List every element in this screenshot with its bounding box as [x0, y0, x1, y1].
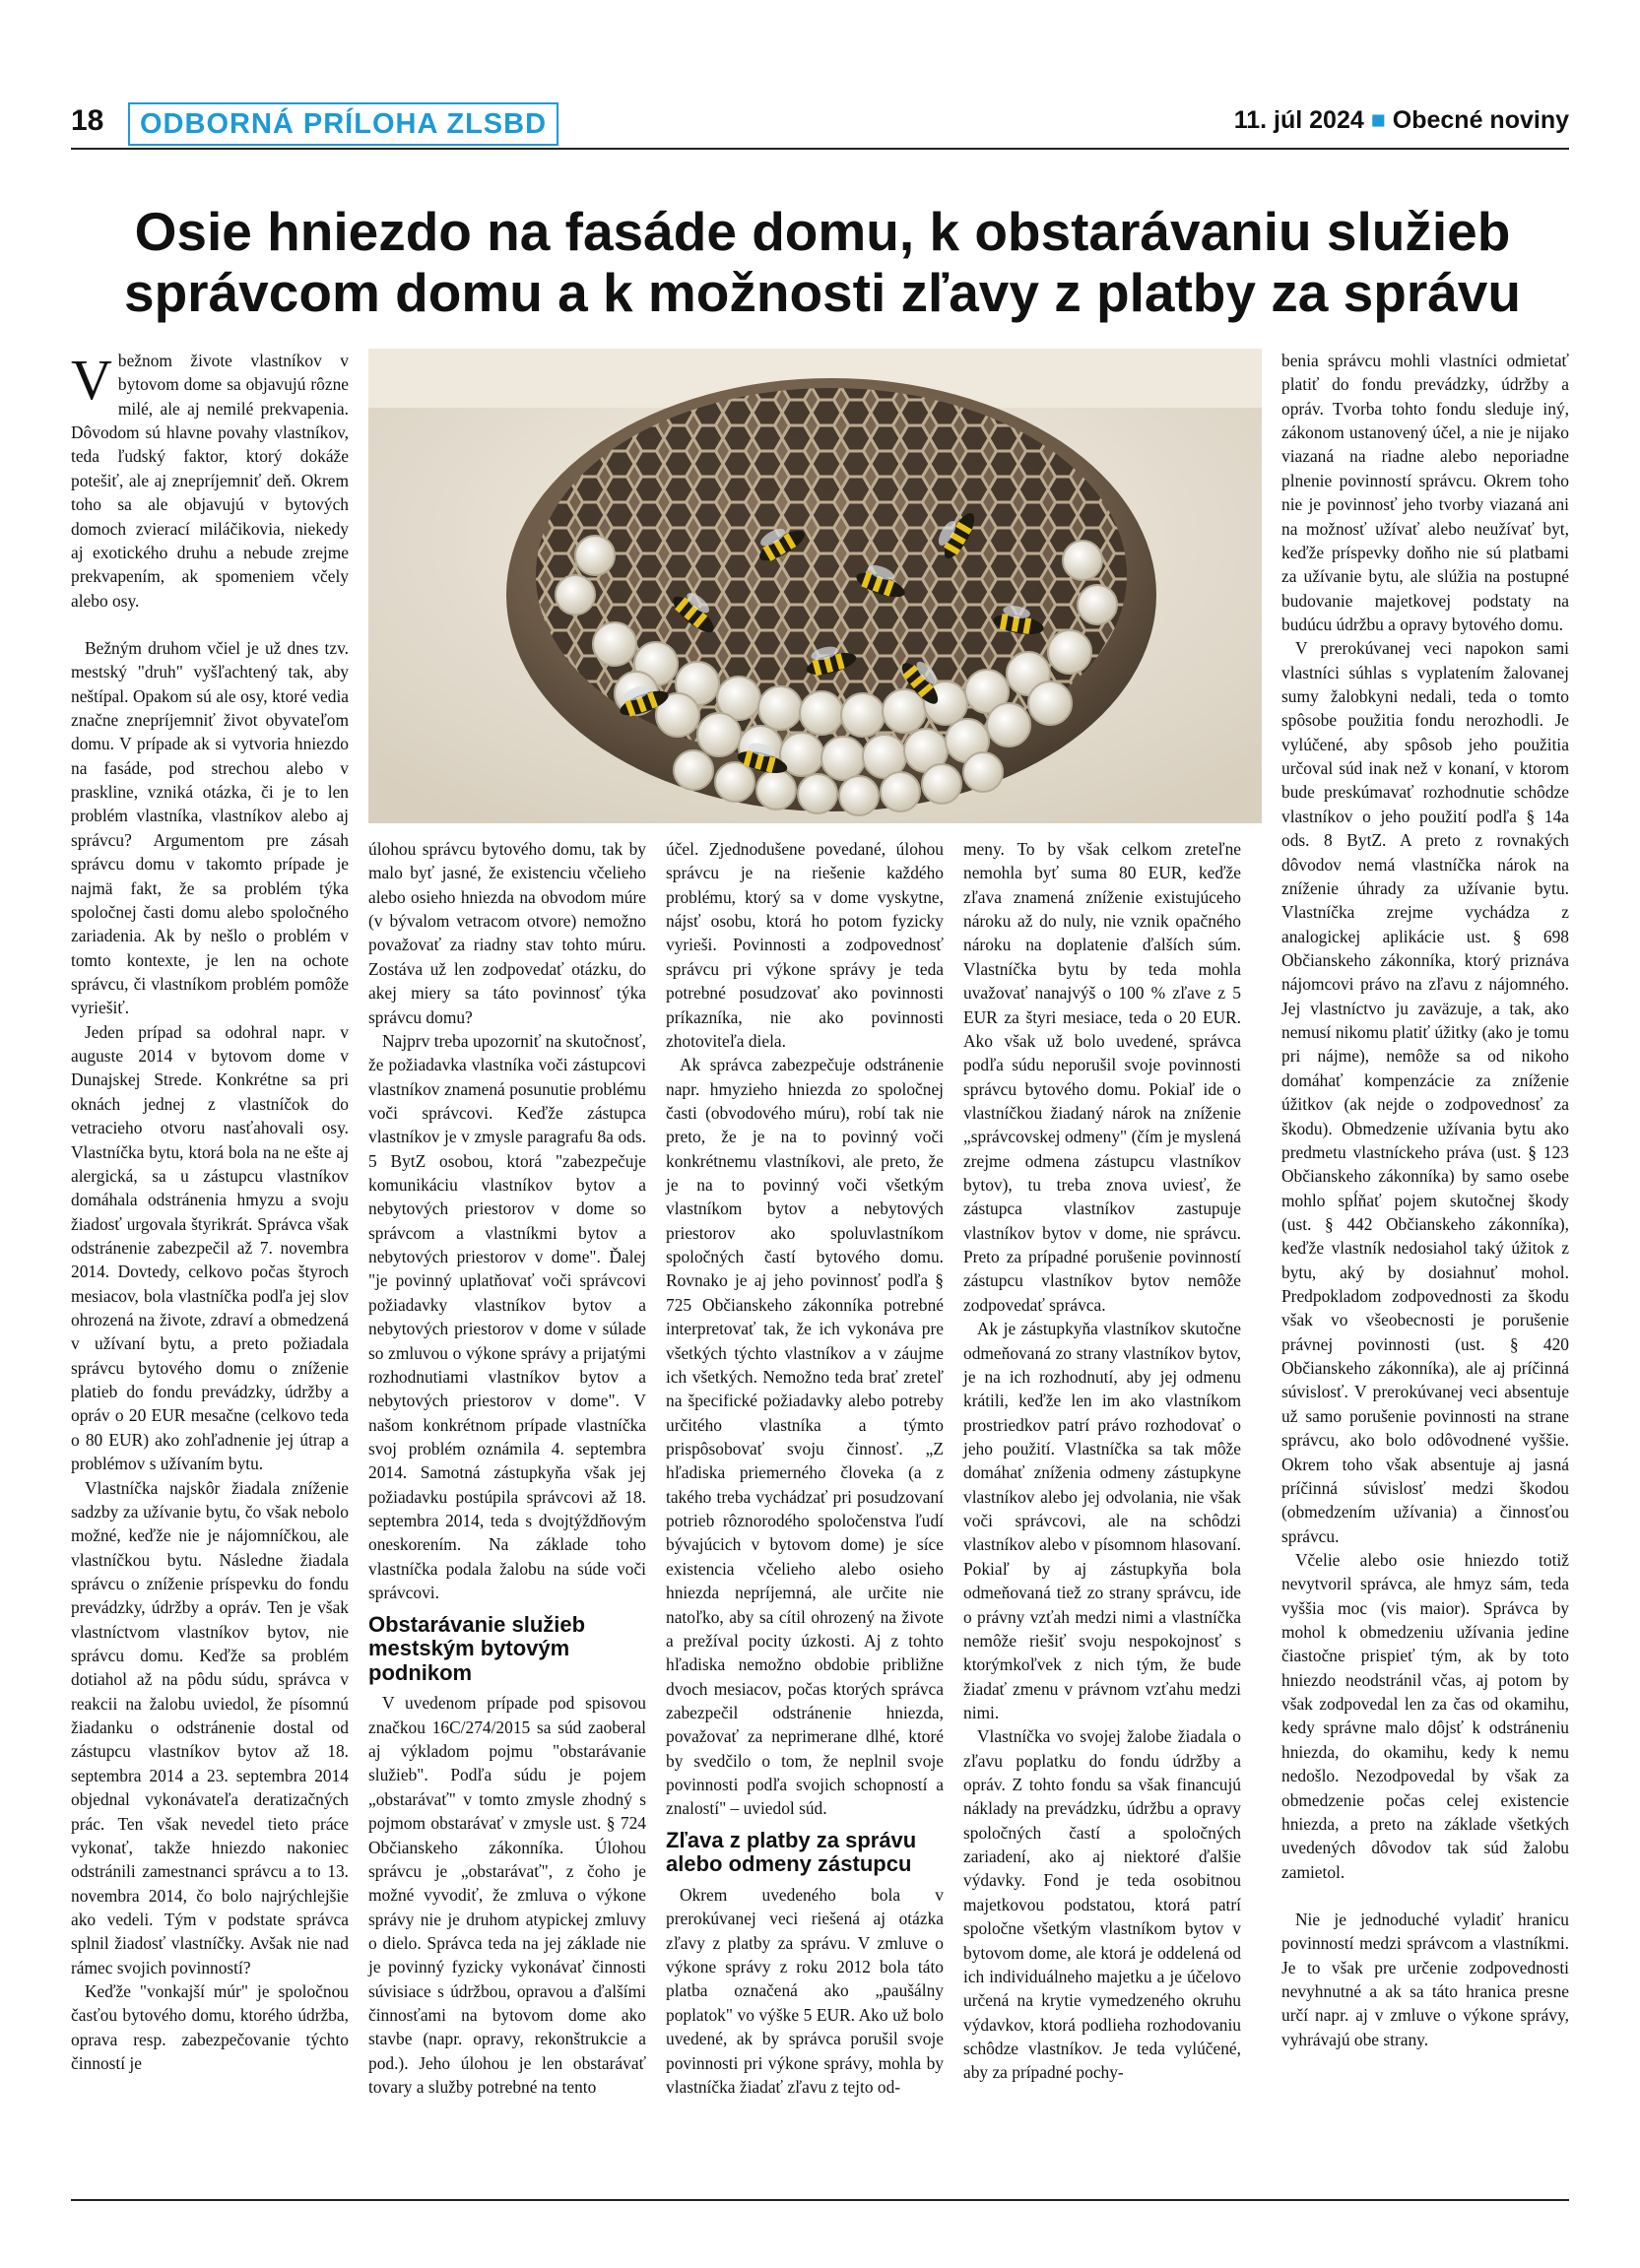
- subheading: [666, 1829, 944, 1877]
- paragraph: Najprv treba upozorniť na skutočnosť, že požiadavka vlastníka voči zástupcovi vlastníkov znamená posunutie problému voči správcovi. Keďže zástupca vlastníkov je v zmysle paragrafu 8a ods. 5 BytZ osobou, ktorá "zabezpečuje komunikáciu vlastníkov bytov a nebytových priestorov v dome so správcom a vlastníkmi bytov a nebytových priestorov v dome". Ďalej "je povinný uplatňovať voči správcovi požiadavky vlastníkov bytov a nebytových priestorov v dome v súlade so zmluvou o výkone správy a prijatými rozhodnutiami vlastníkov bytov a nebytových priestorov v dome". V našom konkrétnom prípade vlastníčka svoj problém oznámila 4. septembra 2014. Samotná zástupkyňa však jej požiadavku postúpila správcovi až 18. septembra 2014, teda s dvojtýždňovým oneskorením. Na základe toho vlastníčka podala žalobu na súde voči správcovi.: [368, 1030, 646, 1603]
- paragraph: V prerokúvanej veci napokon sami vlastníci súhlas s vyplatením žalovanej sumy žalobkyni nedali, teda o tomto spôsobe použitia fondu nerozhodli. Je vylúčené, aby spôsob jeho použitia určoval súd inak než v konaní, v ktorom bude preskúmavať rozhodnutie schôdze vlastníkov o jeho použití podľa § 14a ods. 8 BytZ. A preto z rovnakých dôvodov nemá vlastníčka nárok na zníženie úhrady za užívanie bytu. Vlastníčka zrejme vychádza z analogickej aplikácie ust. § 698 Občianskeho zákonníka, ktorý priznáva nájomcovi právo na zľavu z nájomného. Jej vlastníctvo ju zaväzuje, a tak, ako nemusí nikomu platiť úžitky (ako je tomu pri nájme), nemôže sa od nikoho domáhať kompenzácie za zníženie úžitkov (ak nejde o zodpovednosť za škodu). Obmedzenie užívania bytu ako predmetu vlastníckeho práva (ust. § 123 Občianskeho zákonníka) by samo osebe mohlo spĺňať pojem skutočnej škody (ust. § 442 Občianskeho zákonníka), keďže vlastník nedosiahol taký úžitok z bytu, aký by dosiahnuť mohol. Predpokladom zodpovednosti za škodu však vo všeobecnosti je porušenie právnej povinnosti (ust. § 420 Občianskeho zákonníka), ale aj príčinná súvislosť. V prerokúvanej veci absentuje už samo porušenie povinnosti na strane správcu, ako bolo odôvodnené vyššie. Okrem toho však absentuje aj jasná príčinná súvislosť medzi škodou (obmedzením užívania) a činnosťou správcu.: [1281, 638, 1569, 1546]
- issue-date: 11. júl 2024: [1233, 106, 1364, 134]
- header-rule: [71, 148, 1569, 150]
- publication-name: Obecné noviny: [1392, 106, 1569, 134]
- drop-cap: V: [71, 348, 112, 412]
- article-column-2: [368, 837, 646, 2099]
- article-title: [98, 202, 1546, 323]
- paragraph: Bežným druhom včiel je už dnes tzv. mestský "druh" vyšľachtený tak, aby neštípal. Opakom sú ale osy, ktoré vedia značne znepríjemniť život obyvateľom domu. V prípade ak si vytvoria hniezdo na fasáde, pod strechou alebo v praskline, vzniká otázka, či je to len problém vlastníka, vlastníkov alebo aj správcu? Argumentom pre zásah správcu domu v takomto prípade je najmä fakt, že sa problém týka spoločnej časti domu alebo spoločného zariadenia. Ak by nešlo o problém v tomto kontexte, je len na ochote správcu, či vlastníkom problém pomôže vyriešiť.: [71, 637, 349, 1018]
- subheading-line: Zľava z platby za správu: [666, 1827, 917, 1852]
- paragraph: Nie je jednoduché vyladiť hranicu povinností medzi správcom a vlastníkmi. Je to však pre určenie zodpovednosti nevyhnutné a ak sa táto hranica presne určí napr. aj v zmluve o výkone správy, vyhrávajú obe strany.: [1281, 1910, 1569, 2049]
- paragraph: Ak je zástupkyňa vlastníkov skutočne odmeňovaná zo strany vlastníkov bytov, je na ich rozhodnutí, aby jej odmenu krátili, keďže len im ako vlastníkom prostriedkov patrí právo rozhodovať o jeho použití. Vlastníčka sa tak môže domáhať zníženia odmeny zástupkyne vlastníkov alebo jej odvolania, nie však voči správcovi, ale na schôdzi vlastníkov alebo v písomnom hlasovaní. Pokiaľ by aj zástupkyňa bola odmeňovaná tiež zo strany správcu, ide o právny vzťah medzi nimi a vlastníčka nemôže riešiť svoju nespokojnosť s ktorýmkoľvek z nich tým, že bude žiadať zmenu v právnom vzťahu medzi nimi.: [963, 1319, 1241, 1722]
- paragraph: Vlastníčka najskôr žiadala zníženie sadzby za užívanie bytu, čo však nebolo možné, keďže nie je nájomníčkou, ale vlastníčkou bytu. Následne žiadala správcu o zníženie príspevku do fondu prevádzky, údržby a opráv. Ten je však vlastníctvom vlastníkov bytov, nie správcu domu. Keďže sa problém dotiahol až na pôdu súdu, správca v reakcii na žalobu uviedol, že písomnú žiadanku o odstránenie dostal od zástupcu vlastníkov bytov až 18. septembra 2014 a 23. septembra 2014 objednal vykonávateľa deratizačných prác. Ten však nevedel tieto práce vykonať, takže hniezdo nakoniec odstránili zamestnanci správcu a to 13. novembra 2014, čo bolo najrýchlejšie ako vedeli. Tým v podstate správca splnil žiadosť vlastníčky. Avšak nie nad rámec svojich povinností?: [71, 1477, 349, 1977]
- paragraph: Jeden prípad sa odohral napr. v auguste 2014 v bytovom dome v Dunajskej Strede. Konkrétne sa pri oknách jednej z vlastníčok do vetracieho otvoru nasťahovali osy. Vlastníčka bytu, ktorá bola na ne ešte aj alergická, sa u zástupcu vlastníkov domáhala odstránenia hmyzu a svoju žiadosť urgovala štyrikrát. Správca však odstránenie zabezpečil až 7. novembra 2014. Dovtedy, celkovo počas štyroch mesiacov, bola vlastníčka podľa jej slov ohrozená na živote, zdraví a obmedzená v užívaní bytu, a preto požiadala správcu bytového domu o zníženie platieb do fondu prevádzky, údržby a opráv o 20 EUR mesačne (celkovo teda o 80 EUR) ako zohľadnenie jej útrap a problémov s užívaním bytu.: [71, 1021, 349, 1474]
- subheading-line: mestským bytovým: [368, 1636, 570, 1661]
- paragraph: benia správcu mohli vlastníci odmietať platiť do fondu prevádzky, údržby a opráv. Tvorba tohto fondu sleduje iný, zákonom ustanovený účel, a nie je nijako viazaná na riadne alebo neporiadne plnenie povinností správcu. Okrem toho nie je povinnosť jeho tvorby viazaná ani na možnosť užívať alebo neužívať byt, keďže príspevky doňho nie sú platbami za užívanie bytu, ale slúžia na postupné budovanie majetkovej podstaty na budúcu údržbu a opravy bytového domu.: [1281, 351, 1569, 634]
- subheading-line: alebo odmeny zástupcu: [666, 1851, 912, 1877]
- issue-info: [1234, 106, 1569, 135]
- article-column-4: [963, 837, 1241, 2085]
- subheading-line: podnikom: [368, 1659, 473, 1685]
- paragraph: Ak správca zabezpečuje odstránenie napr. hmyzieho hniezda zo spoločnej časti (obvodového múru), robí tak nie preto, že je na to povinný voči konkrétnemu vlastníkovi, ale preto, že je na to povinný voči všetkým vlastníkom bytov a nebytových priestorov ako spoluvlastníkom spoločných častí bytového domu. Rovnako je aj jeho povinnosť podľa § 725 Občianskeho zákonníka potrebné interpretovať tak, že ich vykonáva pre všetkých týchto vlastníkov a v záujme ich všetkých. Nemožno teda brať zreteľ na špecifické požiadavky alebo potreby určitého vlastníka a týmto prispôsobovať svoju činnosť. „Z hľadiska priemerného človeka (a z takého treba vychádzať pri posudzovaní potrieb rôznorodého spoločenstva ľudí bývajúcich v bytovom dome) je síce existencia včelieho alebo osieho hniezda nepríjemná, ale určite nie natoľko, aby sa cítil ohrozený na živote a prežíval pocity úzkosti. Aj z tohto hľadiska nemožno obdobie približne dvoch mesiacov, počas ktorých správca zabezpečil odstránenie hniezda, považovať za neprimerane dlhé, ktoré by svedčilo o tom, že neplnil svoje povinnosti podľa svojich schopností a znalostí" – uviedol súd.: [666, 1055, 944, 1819]
- paragraph: úlohou správcu bytového domu, tak by malo byť jasné, že existenciu včelieho alebo osieho hniezda na obvodom múre (v bývalom vetracom otvore) nemožno považovať za riadny stav tohto múru. Zostáva už len zodpovedať otázku, do akej miery sa táto povinnosť týka správcu domu?: [368, 839, 646, 1027]
- paragraph-text: bežnom živote vlastníkov v bytovom dome sa objavujú rôzne milé, ale aj nemilé prekvapenia. Dôvodom sú hlavne povahy vlastníkov, teda ľudský faktor, ktorý dokáže potešiť, ale aj znepríjemniť deň. Okrem toho sa ale objavujú v bytových domoch zvierací miláčikovia, niekedy aj exotického druhu a nebude zrejme prekvapením, ak spomeniem včely alebo osy.: [71, 351, 349, 611]
- title-line-2: správcom domu a k možnosti zľavy z platby za správu: [124, 261, 1521, 323]
- section-label: ODBORNÁ PRÍLOHA ZLSBD: [128, 102, 558, 146]
- paragraph: účel. Zjednodušene povedané, úlohou správcu je na riešenie každého problému, ktorý sa v dome vyskytne, nájsť osobu, ktorá ho potom fyzicky vyrieši. Povinnosti a zodpovednosť správcu pri výkone správy je teda potrebné posudzovať ako povinnosti príkazníka, nie ako povinnosti zhotoviteľa diela.: [666, 839, 944, 1051]
- paragraph: [71, 349, 349, 613]
- paragraph: V uvedenom prípade pod spisovou značkou 16C/274/2015 sa súd zaoberal aj výkladom pojmu "obstarávanie služieb". Podľa súdu je pojem „obstarávať" v tomto zmysle zhodný s pojmom obstarávať v zmysle ust. § 724 Občianskeho zákonníka. Úlohou správcu je „obstarávať", z čoho je možné vyvodiť, že zmluva o výkone správy nie je druhom atypickej zmluvy o dielo. Správca teda na jej základe nie je povinný fyzicky vykonávať činnosti súvisiace s údržbou, opravou a ďalšími činnosťami na bytovom dome ako stavbe (napr. opravy, rekonštrukcie a pod.). Jeho úlohou je len obstarávať tovary a služby potrebné na tento: [368, 1693, 646, 2098]
- separator-dot-icon: ■: [1370, 106, 1386, 134]
- paragraph: Okrem uvedeného bola v prerokúvanej veci riešená aj otázka zľavy z platby za správu. V zmluve o výkone správy z roku 2012 bola táto platba označená ako „paušálny poplatok" vo výške 5 EUR. Ako už bolo uvedené, ak by správca porušil svoje povinnosti pri výkone správy, mohla by vlastníčka žiadať zľavu z tejto od-: [666, 1884, 944, 2097]
- paragraph: Vlastníčka vo svojej žalobe žiadala o zľavu poplatku do fondu údržby a opráv. Z tohto fondu sa však financujú náklady na prevádzku, údržbu a opravy spoločných častí a spoločných zariadení, ako aj niektoré ďalšie výdavky. Fond je teda osobitnou majetkovou podstatou, ktorá patrí spoločne všetkým vlastníkom bytov v bytovom dome, ale ktorá je oddelená od ich individuálneho majetku a je účelovo určená na krytie vymedzeného okruhu výdavkov, ktorá podlieha rozhodovaniu schôdze vlastníkov. Je teda vylúčené, aby za prípadné pochy-: [963, 1726, 1241, 2083]
- footer-rule: [71, 2199, 1569, 2201]
- paragraph: meny. To by však celkom zreteľne nemohla byť suma 80 EUR, keďže zľava znamená zníženie existujúceho nároku až do nuly, nie vznik opačného nároku na doplatenie ďalších súm. Vlastníčka bytu by teda mohla uvažovať nanajvýš o 100 % zľave z 5 EUR za štyri mesiace, teda o 20 EUR. Ako však už bolo uvedené, správca podľa súdu neporušil svoje povinnosti správcu bytového domu. Pokiaľ ide o vlastníčkou žiadaný nárok na zníženie „správcovskej odmeny" (čím je myslená zrejme odmena zástupcu vlastníkov bytov), tu treba znova uviesť, že zástupca vlastníkov zastupuje vlastníkov bytov v dome, nie správcu. Preto za prípadné porušenie povinností zástupcu vlastníkov bytov nemôže zodpovedať správca.: [963, 839, 1241, 1315]
- subheading: [368, 1613, 646, 1686]
- article-column-3: [666, 837, 944, 2099]
- title-line-1: Osie hniezdo na fasáde domu, k obstarávaniu služieb: [134, 201, 1511, 262]
- article-column-1: [71, 349, 349, 2076]
- subheading-line: Obstarávanie služieb: [368, 1611, 586, 1637]
- page-number: 18: [71, 104, 104, 137]
- paragraph: Včelie alebo osie hniezdo totiž nevytvoril správca, ale hmyz sám, teda vyššia moc (vis maior). Správca by mohol k obmedzeniu užívania jedine čiastočne prispieť tým, ak by toto hniezdo neodstránil včas, aj potom by však zodpovedal len za čas od okamihu, kedy správne malo dôjsť k odstráneniu hniezda, do okamihu, kedy k nemu nedošlo. Nezodpovedal by však za obmedzenie počas celej existencie hniezda, a preto na základe všetkých uvedených dôvodov tak súd žalobu zamietol.: [1281, 1549, 1569, 1882]
- wasp-nest-photo: [368, 349, 1262, 823]
- paragraph: Keďže "vonkajší múr" je spoločnou časťou bytového domu, ktorého údržba, oprava resp. zabezpečovanie týchto činností je: [71, 1981, 349, 2074]
- page-header: [71, 102, 1569, 144]
- article-column-5: [1281, 349, 1569, 2051]
